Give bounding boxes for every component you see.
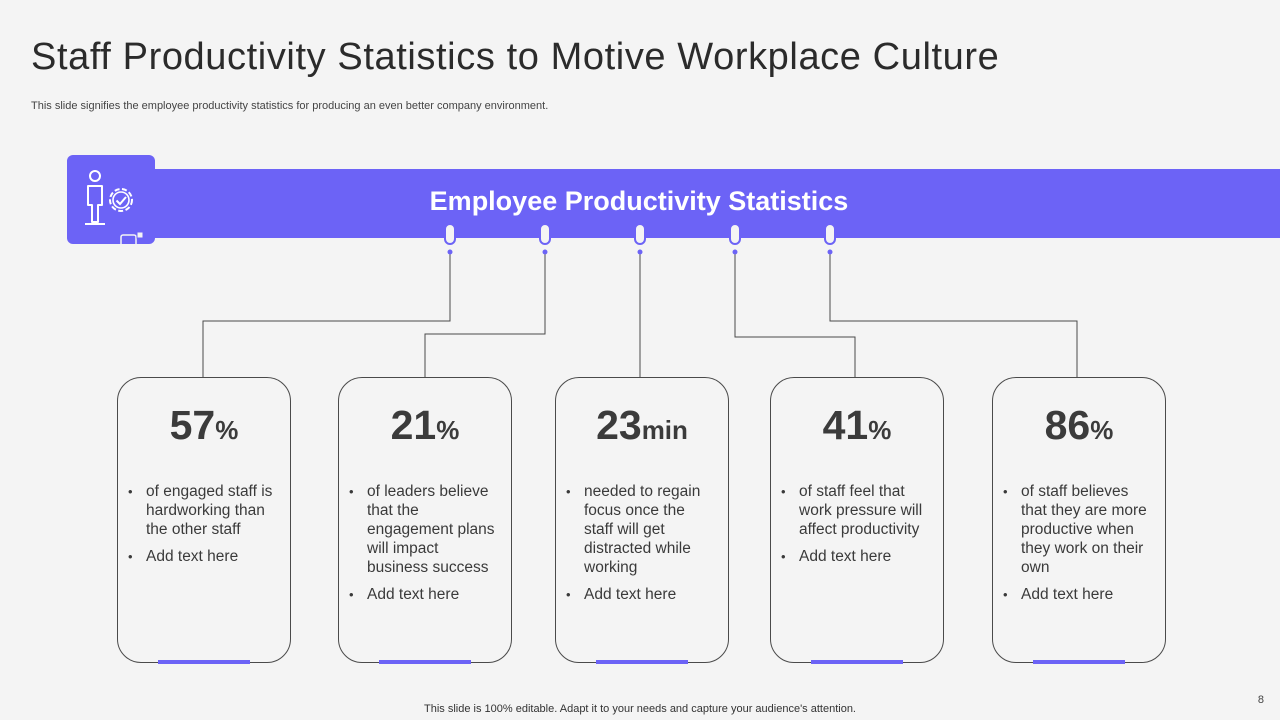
card-accent-bar — [158, 660, 250, 664]
stat-card — [770, 377, 944, 663]
card-accent-bar — [379, 660, 471, 664]
stat-bullet-list — [584, 482, 718, 612]
stat-bullet-list — [367, 482, 501, 612]
stat-bullet-list — [1021, 482, 1155, 612]
stat-number: 41 — [822, 402, 869, 448]
stat-unit: % — [868, 415, 892, 445]
stat-bullet: • Add text here — [584, 585, 718, 604]
card-accent-bar — [596, 660, 688, 664]
stat-bullet: • needed to regain focus once the staff will get distracted while working — [584, 482, 718, 577]
stat-bullet: • Add text here — [367, 585, 501, 604]
stat-card — [555, 377, 729, 663]
banner-title: Employee Productivity Statistics — [429, 186, 849, 216]
stat-value — [771, 402, 943, 449]
stat-bullet: • of leaders believe that the engagement plans will impact business success — [367, 482, 501, 577]
stat-card — [117, 377, 291, 663]
stat-value — [118, 402, 290, 449]
stat-unit: % — [1090, 415, 1114, 445]
stat-value — [556, 402, 728, 449]
stat-bullet-list — [146, 482, 280, 574]
stat-card — [338, 377, 512, 663]
stat-number: 86 — [1044, 402, 1091, 448]
stat-value — [993, 402, 1165, 449]
stat-bullet-list — [799, 482, 933, 574]
card-accent-bar — [1033, 660, 1125, 664]
stat-number: 21 — [390, 402, 437, 448]
stat-card — [992, 377, 1166, 663]
stat-value — [339, 402, 511, 449]
stat-bullet: • of staff feel that work pressure will affect productivity — [799, 482, 933, 539]
slide-footer: This slide is 100% editable. Adapt it to your needs and capture your audience's attention. — [424, 703, 856, 715]
page-number: 8 — [1257, 694, 1264, 706]
stat-bullet: • of staff believes that they are more productive when they work on their own — [1021, 482, 1155, 577]
stat-bullet: • of engaged staff is hardworking than the other staff — [146, 482, 280, 539]
card-accent-bar — [811, 660, 903, 664]
slide-subtitle: This slide signifies the employee productivity statistics for producing an even better company environment. — [31, 100, 549, 112]
stat-bullet: • Add text here — [146, 547, 280, 566]
stat-number: 23 — [596, 402, 642, 448]
slide-title: Staff Productivity Statistics to Motive Workplace Culture — [31, 36, 1000, 78]
stat-unit: % — [436, 415, 460, 445]
stat-bullet: • Add text here — [799, 547, 933, 566]
stat-unit: % — [215, 415, 239, 445]
stat-bullet: • Add text here — [1021, 585, 1155, 604]
stat-unit: min — [641, 415, 688, 445]
stat-number: 57 — [169, 402, 216, 448]
